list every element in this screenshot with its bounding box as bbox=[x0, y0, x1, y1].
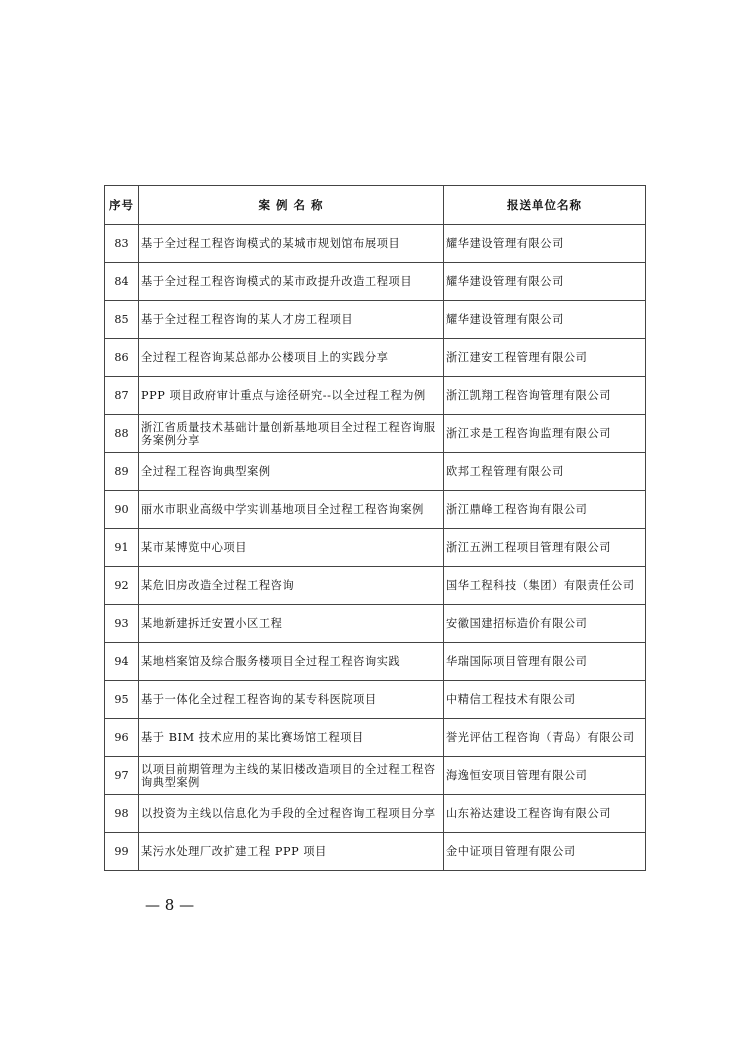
case-name: 基于全过程工程咨询模式的某市政提升改造工程项目 bbox=[139, 263, 444, 301]
table-row bbox=[105, 643, 646, 681]
row-number: 88 bbox=[105, 415, 139, 453]
case-name: PPP 项目政府审计重点与途径研究--以全过程工程为例 bbox=[139, 377, 444, 415]
table-row bbox=[105, 301, 646, 339]
case-name: 以项目前期管理为主线的某旧楼改造项目的全过程工程咨询典型案例 bbox=[139, 757, 444, 795]
unit-name: 安徽国建招标造价有限公司 bbox=[444, 605, 646, 643]
unit-name: 浙江五洲工程项目管理有限公司 bbox=[444, 529, 646, 567]
row-number: 90 bbox=[105, 491, 139, 529]
case-name: 浙江省质量技术基础计量创新基地项目全过程工程咨询服务案例分享 bbox=[139, 415, 444, 453]
case-name: 全过程工程咨询典型案例 bbox=[139, 453, 444, 491]
row-number: 93 bbox=[105, 605, 139, 643]
table-row bbox=[105, 833, 646, 871]
unit-name: 誉光评估工程咨询（青岛）有限公司 bbox=[444, 719, 646, 757]
row-number: 87 bbox=[105, 377, 139, 415]
case-name: 基于全过程工程咨询模式的某城市规划馆布展项目 bbox=[139, 225, 444, 263]
unit-name: 金中证项目管理有限公司 bbox=[444, 833, 646, 871]
header-case-name: 案 例 名 称 bbox=[139, 186, 444, 225]
table-row bbox=[105, 415, 646, 453]
case-table bbox=[104, 185, 646, 871]
unit-name: 欧邦工程管理有限公司 bbox=[444, 453, 646, 491]
row-number: 92 bbox=[105, 567, 139, 605]
unit-name: 中精信工程技术有限公司 bbox=[444, 681, 646, 719]
case-name: 丽水市职业高级中学实训基地项目全过程工程咨询案例 bbox=[139, 491, 444, 529]
table-row bbox=[105, 757, 646, 795]
row-number: 95 bbox=[105, 681, 139, 719]
unit-name: 山东裕达建设工程咨询有限公司 bbox=[444, 795, 646, 833]
case-name: 某危旧房改造全过程工程咨询 bbox=[139, 567, 444, 605]
case-name: 基于 BIM 技术应用的某比赛场馆工程项目 bbox=[139, 719, 444, 757]
row-number: 94 bbox=[105, 643, 139, 681]
unit-name: 浙江凯翔工程咨询管理有限公司 bbox=[444, 377, 646, 415]
table-row bbox=[105, 529, 646, 567]
header-no: 序号 bbox=[105, 186, 139, 225]
table-row bbox=[105, 681, 646, 719]
table-row bbox=[105, 605, 646, 643]
table-row bbox=[105, 225, 646, 263]
unit-name: 耀华建设管理有限公司 bbox=[444, 301, 646, 339]
row-number: 96 bbox=[105, 719, 139, 757]
unit-name: 耀华建设管理有限公司 bbox=[444, 225, 646, 263]
unit-name: 华瑞国际项目管理有限公司 bbox=[444, 643, 646, 681]
table-row bbox=[105, 795, 646, 833]
row-number: 83 bbox=[105, 225, 139, 263]
case-name: 某地新建拆迁安置小区工程 bbox=[139, 605, 444, 643]
case-name: 基于全过程工程咨询的某人才房工程项目 bbox=[139, 301, 444, 339]
table-row bbox=[105, 377, 646, 415]
case-name: 全过程工程咨询某总部办公楼项目上的实践分享 bbox=[139, 339, 444, 377]
row-number: 91 bbox=[105, 529, 139, 567]
unit-name: 国华工程科技（集团）有限责任公司 bbox=[444, 567, 646, 605]
unit-name: 浙江建安工程管理有限公司 bbox=[444, 339, 646, 377]
page-number: — 8 — bbox=[145, 896, 195, 914]
table-row bbox=[105, 263, 646, 301]
table-row bbox=[105, 719, 646, 757]
table-row bbox=[105, 491, 646, 529]
table-row bbox=[105, 567, 646, 605]
table-row bbox=[105, 453, 646, 491]
case-name: 以投资为主线以信息化为手段的全过程咨询工程项目分享 bbox=[139, 795, 444, 833]
unit-name: 浙江求是工程咨询监理有限公司 bbox=[444, 415, 646, 453]
unit-name: 耀华建设管理有限公司 bbox=[444, 263, 646, 301]
case-name: 某市某博览中心项目 bbox=[139, 529, 444, 567]
unit-name: 海逸恒安项目管理有限公司 bbox=[444, 757, 646, 795]
unit-name: 浙江鼎峰工程咨询有限公司 bbox=[444, 491, 646, 529]
table-row bbox=[105, 339, 646, 377]
row-number: 89 bbox=[105, 453, 139, 491]
row-number: 97 bbox=[105, 757, 139, 795]
case-name: 基于一体化全过程工程咨询的某专科医院项目 bbox=[139, 681, 444, 719]
case-name: 某地档案馆及综合服务楼项目全过程工程咨询实践 bbox=[139, 643, 444, 681]
header-unit: 报送单位名称 bbox=[444, 186, 646, 225]
case-name: 某污水处理厂改扩建工程 PPP 项目 bbox=[139, 833, 444, 871]
row-number: 85 bbox=[105, 301, 139, 339]
row-number: 84 bbox=[105, 263, 139, 301]
row-number: 98 bbox=[105, 795, 139, 833]
table-header-row bbox=[105, 186, 646, 225]
row-number: 99 bbox=[105, 833, 139, 871]
row-number: 86 bbox=[105, 339, 139, 377]
